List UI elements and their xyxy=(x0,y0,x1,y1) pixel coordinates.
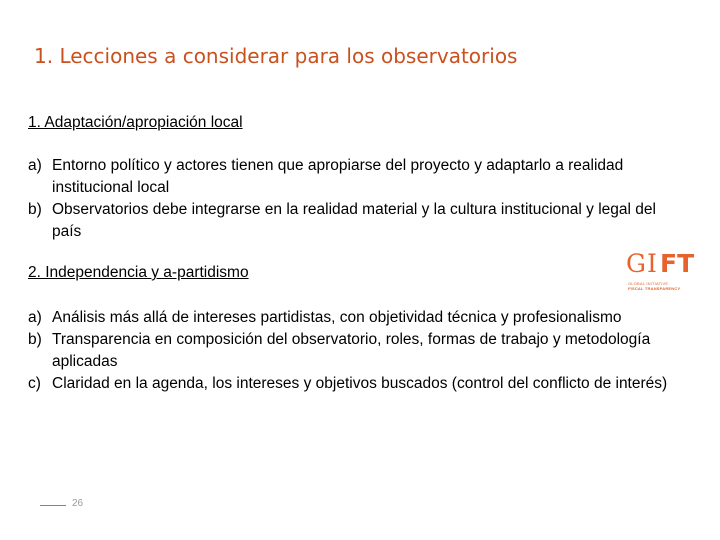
list-marker: a) xyxy=(28,309,42,326)
logo-text-ft: FT xyxy=(660,249,695,278)
gift-logo xyxy=(626,249,695,294)
section-1-heading: 1. Adaptación/apropiación local xyxy=(28,114,243,131)
list-text: Claridad en la agenda, los intereses y objetivos buscados (control del conflicto de interés) xyxy=(52,375,668,392)
logo-line-1: GLOBAL INITIATIVE xyxy=(628,281,669,286)
list-marker: a) xyxy=(28,157,42,174)
slide-title: 1. Lecciones a considerar para los observatorios xyxy=(34,44,518,68)
section-2-list xyxy=(28,307,668,395)
logo-text-gi: GI xyxy=(626,249,658,278)
list-item xyxy=(28,373,668,395)
section-2-heading: 2. Independencia y a-partidismo xyxy=(28,264,249,281)
list-text: Entorno político y actores tienen que apropiarse del proyecto y adaptarlo a realidad institucional local xyxy=(52,157,624,196)
footer-divider xyxy=(40,505,66,506)
list-marker: c) xyxy=(28,375,41,392)
list-marker: b) xyxy=(28,331,42,348)
section-1-list xyxy=(28,155,668,243)
list-item xyxy=(28,307,668,329)
list-item xyxy=(28,199,668,243)
logo-line-2: FISCAL TRANSPARENCY xyxy=(628,286,681,291)
list-item xyxy=(28,155,668,199)
list-text: Análisis más allá de intereses partidistas, con objetividad técnica y profesionalismo xyxy=(52,309,622,326)
list-item xyxy=(28,329,668,373)
list-marker: b) xyxy=(28,201,42,218)
list-text: Transparencia en composición del observatorio, roles, formas de trabajo y metodología aplicadas xyxy=(52,331,651,370)
list-text: Observatorios debe integrarse en la realidad material y la cultura institucional y legal del país xyxy=(52,201,656,240)
page-number: 26 xyxy=(72,498,84,509)
